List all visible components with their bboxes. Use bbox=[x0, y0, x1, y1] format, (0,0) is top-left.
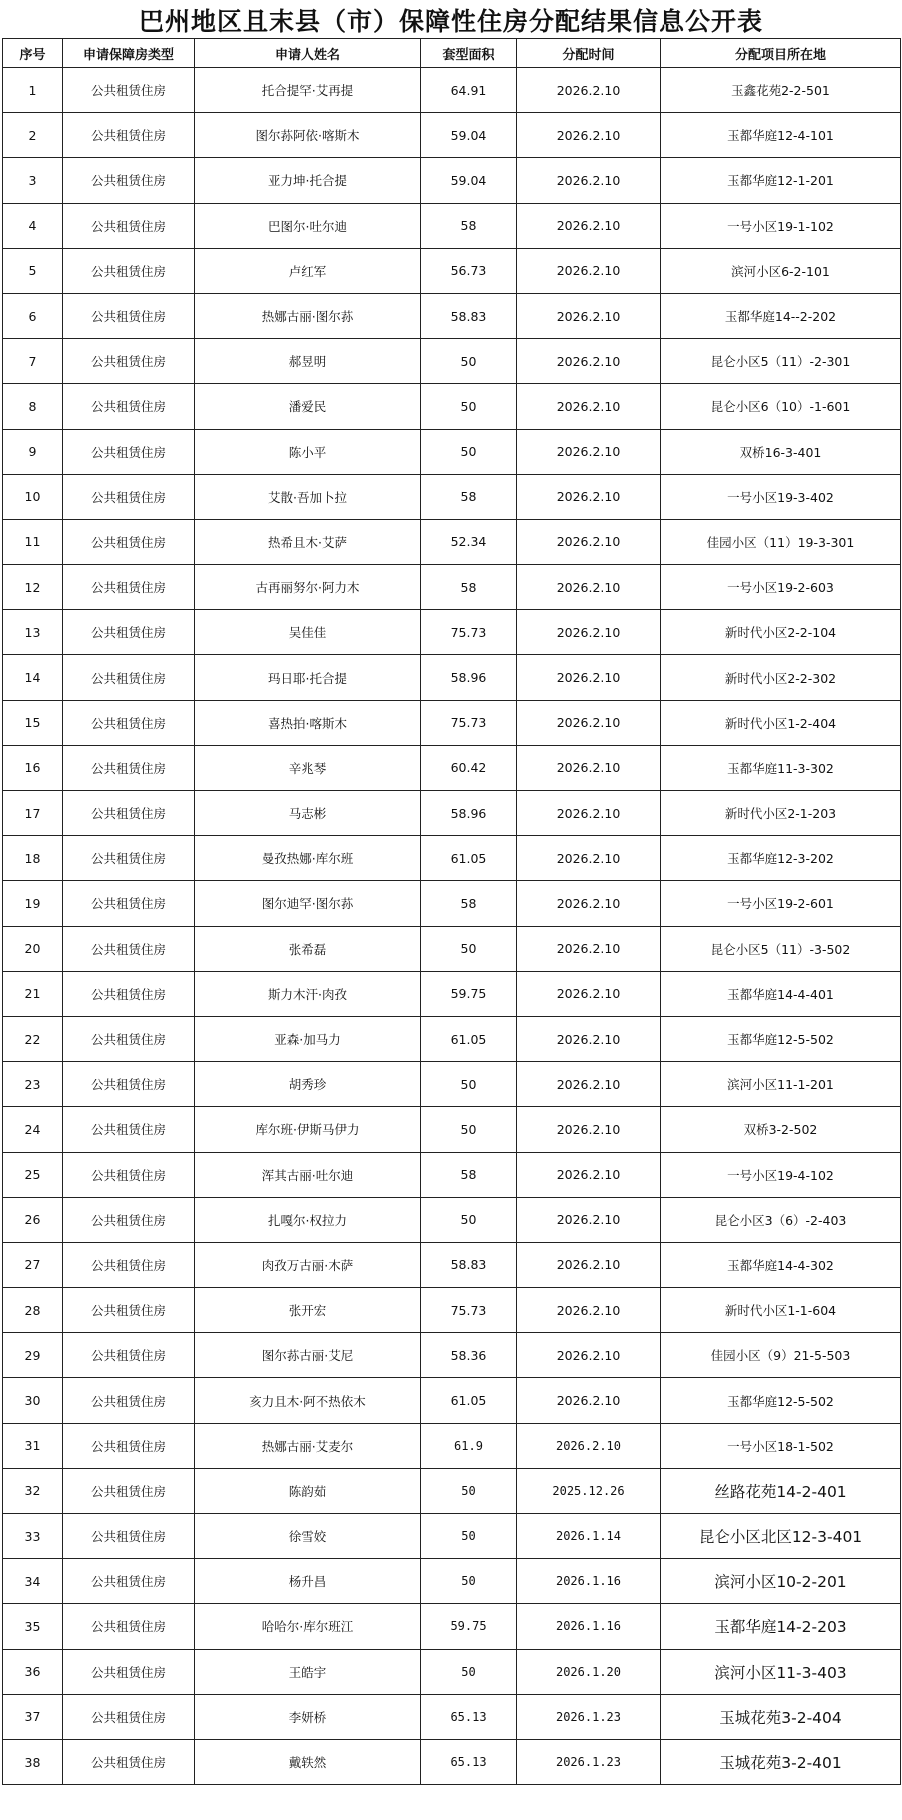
cell-housing-type: 公共租赁住房 bbox=[63, 429, 195, 474]
cell-project-location: 昆仑小区北区12-3-401 bbox=[661, 1514, 901, 1559]
cell-applicant-name: 库尔班·伊斯马伊力 bbox=[195, 1107, 421, 1152]
cell-unit-area: 50 bbox=[421, 1559, 517, 1604]
cell-unit-area: 50 bbox=[421, 1197, 517, 1242]
cell-applicant-name: 巴图尔·吐尔迪 bbox=[195, 203, 421, 248]
table-row bbox=[3, 1739, 901, 1784]
cell-unit-area: 60.42 bbox=[421, 745, 517, 790]
cell-unit-area: 65.13 bbox=[421, 1694, 517, 1739]
cell-project-location: 玉都华庭14-2-203 bbox=[661, 1604, 901, 1649]
cell-housing-type: 公共租赁住房 bbox=[63, 384, 195, 429]
cell-index: 24 bbox=[3, 1107, 63, 1152]
cell-unit-area: 50 bbox=[421, 339, 517, 384]
cell-applicant-name: 辛兆琴 bbox=[195, 745, 421, 790]
cell-index: 37 bbox=[3, 1694, 63, 1739]
cell-unit-area: 61.05 bbox=[421, 1378, 517, 1423]
cell-index: 28 bbox=[3, 1288, 63, 1333]
table-header-row bbox=[3, 39, 901, 68]
cell-index: 19 bbox=[3, 881, 63, 926]
cell-index: 21 bbox=[3, 971, 63, 1016]
table-row bbox=[3, 791, 901, 836]
cell-unit-area: 58 bbox=[421, 474, 517, 519]
cell-project-location: 玉都华庭12-4-101 bbox=[661, 113, 901, 158]
cell-housing-type: 公共租赁住房 bbox=[63, 655, 195, 700]
table-row bbox=[3, 158, 901, 203]
cell-housing-type: 公共租赁住房 bbox=[63, 791, 195, 836]
table-row bbox=[3, 1197, 901, 1242]
cell-allocation-date: 2026.2.10 bbox=[517, 745, 661, 790]
cell-project-location: 一号小区19-1-102 bbox=[661, 203, 901, 248]
cell-unit-area: 58.36 bbox=[421, 1333, 517, 1378]
cell-allocation-date: 2026.1.23 bbox=[517, 1739, 661, 1784]
cell-index: 20 bbox=[3, 926, 63, 971]
cell-allocation-date: 2026.2.10 bbox=[517, 836, 661, 881]
cell-housing-type: 公共租赁住房 bbox=[63, 113, 195, 158]
table-row bbox=[3, 1016, 901, 1061]
cell-housing-type: 公共租赁住房 bbox=[63, 1739, 195, 1784]
cell-allocation-date: 2026.1.23 bbox=[517, 1694, 661, 1739]
table-row bbox=[3, 248, 901, 293]
cell-allocation-date: 2026.2.10 bbox=[517, 158, 661, 203]
table-row bbox=[3, 474, 901, 519]
cell-index: 13 bbox=[3, 610, 63, 655]
cell-index: 15 bbox=[3, 700, 63, 745]
cell-allocation-date: 2026.2.10 bbox=[517, 971, 661, 1016]
cell-applicant-name: 亚森·加马力 bbox=[195, 1016, 421, 1061]
cell-project-location: 玉都华庭11-3-302 bbox=[661, 745, 901, 790]
cell-housing-type: 公共租赁住房 bbox=[63, 610, 195, 655]
cell-applicant-name: 曼孜热娜·库尔班 bbox=[195, 836, 421, 881]
cell-project-location: 双桥3-2-502 bbox=[661, 1107, 901, 1152]
cell-allocation-date: 2026.2.10 bbox=[517, 293, 661, 338]
cell-index: 5 bbox=[3, 248, 63, 293]
table-row bbox=[3, 971, 901, 1016]
cell-allocation-date: 2026.2.10 bbox=[517, 926, 661, 971]
cell-project-location: 一号小区19-2-603 bbox=[661, 565, 901, 610]
cell-allocation-date: 2026.2.10 bbox=[517, 339, 661, 384]
cell-allocation-date: 2026.2.10 bbox=[517, 1333, 661, 1378]
cell-index: 14 bbox=[3, 655, 63, 700]
cell-housing-type: 公共租赁住房 bbox=[63, 1152, 195, 1197]
cell-housing-type: 公共租赁住房 bbox=[63, 1468, 195, 1513]
cell-unit-area: 59.75 bbox=[421, 971, 517, 1016]
cell-unit-area: 52.34 bbox=[421, 519, 517, 564]
cell-housing-type: 公共租赁住房 bbox=[63, 1604, 195, 1649]
cell-housing-type: 公共租赁住房 bbox=[63, 1649, 195, 1694]
cell-allocation-date: 2026.2.10 bbox=[517, 881, 661, 926]
cell-applicant-name: 亚力坤·托合提 bbox=[195, 158, 421, 203]
cell-unit-area: 58 bbox=[421, 881, 517, 926]
table-row bbox=[3, 1333, 901, 1378]
table-row bbox=[3, 1378, 901, 1423]
table-row bbox=[3, 610, 901, 655]
cell-project-location: 玉都华庭12-5-502 bbox=[661, 1378, 901, 1423]
table-row bbox=[3, 1694, 901, 1739]
cell-project-location: 昆仑小区6（10）-1-601 bbox=[661, 384, 901, 429]
cell-project-location: 新时代小区1-2-404 bbox=[661, 700, 901, 745]
cell-unit-area: 50 bbox=[421, 384, 517, 429]
table-row bbox=[3, 700, 901, 745]
cell-allocation-date: 2026.2.10 bbox=[517, 1016, 661, 1061]
table-row bbox=[3, 384, 901, 429]
table-row bbox=[3, 745, 901, 790]
cell-index: 12 bbox=[3, 565, 63, 610]
cell-unit-area: 61.05 bbox=[421, 836, 517, 881]
cell-unit-area: 75.73 bbox=[421, 1288, 517, 1333]
header-applicant-name: 申请人姓名 bbox=[195, 39, 421, 68]
cell-unit-area: 58 bbox=[421, 1152, 517, 1197]
cell-index: 10 bbox=[3, 474, 63, 519]
cell-applicant-name: 张开宏 bbox=[195, 1288, 421, 1333]
cell-allocation-date: 2026.2.10 bbox=[517, 1242, 661, 1287]
table-row bbox=[3, 339, 901, 384]
cell-project-location: 丝路花苑14-2-401 bbox=[661, 1468, 901, 1513]
table-row bbox=[3, 836, 901, 881]
cell-index: 30 bbox=[3, 1378, 63, 1423]
table-row bbox=[3, 1604, 901, 1649]
cell-housing-type: 公共租赁住房 bbox=[63, 158, 195, 203]
cell-index: 31 bbox=[3, 1423, 63, 1468]
cell-unit-area: 50 bbox=[421, 429, 517, 474]
cell-applicant-name: 图尔荪阿依·喀斯木 bbox=[195, 113, 421, 158]
cell-index: 7 bbox=[3, 339, 63, 384]
cell-index: 3 bbox=[3, 158, 63, 203]
cell-project-location: 佳园小区（9）21-5-503 bbox=[661, 1333, 901, 1378]
cell-applicant-name: 玛日耶·托合提 bbox=[195, 655, 421, 700]
cell-unit-area: 58.96 bbox=[421, 655, 517, 700]
cell-index: 11 bbox=[3, 519, 63, 564]
cell-index: 17 bbox=[3, 791, 63, 836]
cell-applicant-name: 哈哈尔·库尔班江 bbox=[195, 1604, 421, 1649]
cell-allocation-date: 2026.2.10 bbox=[517, 1378, 661, 1423]
cell-allocation-date: 2026.2.10 bbox=[517, 1107, 661, 1152]
cell-unit-area: 50 bbox=[421, 1468, 517, 1513]
cell-applicant-name: 图尔荪古丽·艾尼 bbox=[195, 1333, 421, 1378]
cell-applicant-name: 斯力木汗·肉孜 bbox=[195, 971, 421, 1016]
table-row bbox=[3, 565, 901, 610]
cell-housing-type: 公共租赁住房 bbox=[63, 926, 195, 971]
cell-applicant-name: 热娜古丽·图尔荪 bbox=[195, 293, 421, 338]
cell-housing-type: 公共租赁住房 bbox=[63, 1197, 195, 1242]
cell-allocation-date: 2026.2.10 bbox=[517, 68, 661, 113]
cell-allocation-date: 2026.1.20 bbox=[517, 1649, 661, 1694]
cell-allocation-date: 2026.2.10 bbox=[517, 610, 661, 655]
cell-unit-area: 61.05 bbox=[421, 1016, 517, 1061]
cell-project-location: 玉都华庭14--2-202 bbox=[661, 293, 901, 338]
cell-index: 2 bbox=[3, 113, 63, 158]
cell-housing-type: 公共租赁住房 bbox=[63, 745, 195, 790]
cell-unit-area: 58.96 bbox=[421, 791, 517, 836]
cell-index: 32 bbox=[3, 1468, 63, 1513]
cell-housing-type: 公共租赁住房 bbox=[63, 339, 195, 384]
cell-applicant-name: 张希磊 bbox=[195, 926, 421, 971]
table-row bbox=[3, 1649, 901, 1694]
cell-project-location: 玉都华庭12-1-201 bbox=[661, 158, 901, 203]
cell-unit-area: 75.73 bbox=[421, 610, 517, 655]
cell-unit-area: 59.04 bbox=[421, 113, 517, 158]
cell-allocation-date: 2026.2.10 bbox=[517, 384, 661, 429]
cell-unit-area: 50 bbox=[421, 1649, 517, 1694]
cell-housing-type: 公共租赁住房 bbox=[63, 1242, 195, 1287]
table-row bbox=[3, 1423, 901, 1468]
cell-allocation-date: 2026.1.14 bbox=[517, 1514, 661, 1559]
cell-housing-type: 公共租赁住房 bbox=[63, 1288, 195, 1333]
cell-project-location: 双桥16-3-401 bbox=[661, 429, 901, 474]
cell-project-location: 佳园小区（11）19-3-301 bbox=[661, 519, 901, 564]
cell-applicant-name: 卢红军 bbox=[195, 248, 421, 293]
cell-housing-type: 公共租赁住房 bbox=[63, 1694, 195, 1739]
table-row bbox=[3, 1062, 901, 1107]
cell-unit-area: 50 bbox=[421, 1514, 517, 1559]
cell-project-location: 滨河小区10-2-201 bbox=[661, 1559, 901, 1604]
table-row bbox=[3, 1152, 901, 1197]
cell-project-location: 一号小区19-2-601 bbox=[661, 881, 901, 926]
cell-index: 35 bbox=[3, 1604, 63, 1649]
cell-index: 18 bbox=[3, 836, 63, 881]
cell-housing-type: 公共租赁住房 bbox=[63, 1016, 195, 1061]
cell-project-location: 昆仑小区5（11）-2-301 bbox=[661, 339, 901, 384]
cell-project-location: 玉都华庭14-4-401 bbox=[661, 971, 901, 1016]
cell-applicant-name: 艾散·吾加卜拉 bbox=[195, 474, 421, 519]
cell-index: 34 bbox=[3, 1559, 63, 1604]
cell-project-location: 新时代小区2-2-302 bbox=[661, 655, 901, 700]
cell-index: 25 bbox=[3, 1152, 63, 1197]
cell-applicant-name: 马志彬 bbox=[195, 791, 421, 836]
cell-index: 1 bbox=[3, 68, 63, 113]
cell-applicant-name: 浑其古丽·吐尔迪 bbox=[195, 1152, 421, 1197]
cell-allocation-date: 2026.2.10 bbox=[517, 203, 661, 248]
cell-housing-type: 公共租赁住房 bbox=[63, 248, 195, 293]
table-row bbox=[3, 1514, 901, 1559]
cell-index: 8 bbox=[3, 384, 63, 429]
header-index: 序号 bbox=[3, 39, 63, 68]
cell-project-location: 新时代小区1-1-604 bbox=[661, 1288, 901, 1333]
cell-project-location: 一号小区18-1-502 bbox=[661, 1423, 901, 1468]
cell-housing-type: 公共租赁住房 bbox=[63, 1062, 195, 1107]
cell-project-location: 滨河小区11-1-201 bbox=[661, 1062, 901, 1107]
cell-unit-area: 50 bbox=[421, 1107, 517, 1152]
cell-allocation-date: 2026.2.10 bbox=[517, 474, 661, 519]
cell-index: 6 bbox=[3, 293, 63, 338]
cell-applicant-name: 潘爱民 bbox=[195, 384, 421, 429]
cell-housing-type: 公共租赁住房 bbox=[63, 836, 195, 881]
cell-project-location: 玉都华庭12-3-202 bbox=[661, 836, 901, 881]
cell-applicant-name: 陈韵茹 bbox=[195, 1468, 421, 1513]
table-row bbox=[3, 203, 901, 248]
cell-applicant-name: 扎嘎尔·权拉力 bbox=[195, 1197, 421, 1242]
cell-applicant-name: 托合提罕·艾再提 bbox=[195, 68, 421, 113]
cell-project-location: 滨河小区11-3-403 bbox=[661, 1649, 901, 1694]
cell-allocation-date: 2026.2.10 bbox=[517, 791, 661, 836]
cell-project-location: 新时代小区2-2-104 bbox=[661, 610, 901, 655]
cell-index: 16 bbox=[3, 745, 63, 790]
cell-index: 22 bbox=[3, 1016, 63, 1061]
cell-housing-type: 公共租赁住房 bbox=[63, 1378, 195, 1423]
cell-project-location: 一号小区19-3-402 bbox=[661, 474, 901, 519]
cell-applicant-name: 胡秀珍 bbox=[195, 1062, 421, 1107]
cell-applicant-name: 肉孜万古丽·木萨 bbox=[195, 1242, 421, 1287]
cell-applicant-name: 徐雪姣 bbox=[195, 1514, 421, 1559]
cell-allocation-date: 2026.1.16 bbox=[517, 1604, 661, 1649]
cell-housing-type: 公共租赁住房 bbox=[63, 700, 195, 745]
cell-unit-area: 58 bbox=[421, 565, 517, 610]
cell-index: 23 bbox=[3, 1062, 63, 1107]
cell-allocation-date: 2026.1.16 bbox=[517, 1559, 661, 1604]
cell-housing-type: 公共租赁住房 bbox=[63, 68, 195, 113]
cell-index: 26 bbox=[3, 1197, 63, 1242]
cell-index: 36 bbox=[3, 1649, 63, 1694]
cell-unit-area: 58.83 bbox=[421, 1242, 517, 1287]
cell-allocation-date: 2026.2.10 bbox=[517, 1288, 661, 1333]
cell-project-location: 玉都华庭14-4-302 bbox=[661, 1242, 901, 1287]
cell-allocation-date: 2026.2.10 bbox=[517, 1152, 661, 1197]
table-row bbox=[3, 113, 901, 158]
cell-unit-area: 50 bbox=[421, 1062, 517, 1107]
cell-applicant-name: 郝昱明 bbox=[195, 339, 421, 384]
table-row bbox=[3, 68, 901, 113]
table-row bbox=[3, 655, 901, 700]
table-row bbox=[3, 1559, 901, 1604]
cell-unit-area: 59.04 bbox=[421, 158, 517, 203]
cell-unit-area: 58 bbox=[421, 203, 517, 248]
cell-applicant-name: 古再丽努尔·阿力木 bbox=[195, 565, 421, 610]
cell-allocation-date: 2025.12.26 bbox=[517, 1468, 661, 1513]
cell-project-location: 玉城花苑3-2-404 bbox=[661, 1694, 901, 1739]
allocation-table bbox=[2, 38, 901, 1785]
cell-applicant-name: 喜热拍·喀斯木 bbox=[195, 700, 421, 745]
table-row bbox=[3, 881, 901, 926]
cell-allocation-date: 2026.2.10 bbox=[517, 565, 661, 610]
cell-project-location: 滨河小区6-2-101 bbox=[661, 248, 901, 293]
cell-housing-type: 公共租赁住房 bbox=[63, 971, 195, 1016]
cell-allocation-date: 2026.2.10 bbox=[517, 429, 661, 474]
cell-allocation-date: 2026.2.10 bbox=[517, 248, 661, 293]
cell-allocation-date: 2026.2.10 bbox=[517, 655, 661, 700]
cell-applicant-name: 热娜古丽·艾麦尔 bbox=[195, 1423, 421, 1468]
cell-applicant-name: 吴佳佳 bbox=[195, 610, 421, 655]
cell-allocation-date: 2026.2.10 bbox=[517, 1423, 661, 1468]
cell-applicant-name: 杨升昌 bbox=[195, 1559, 421, 1604]
cell-project-location: 玉城花苑3-2-401 bbox=[661, 1739, 901, 1784]
cell-project-location: 新时代小区2-1-203 bbox=[661, 791, 901, 836]
cell-index: 29 bbox=[3, 1333, 63, 1378]
cell-unit-area: 61.9 bbox=[421, 1423, 517, 1468]
cell-housing-type: 公共租赁住房 bbox=[63, 1559, 195, 1604]
cell-unit-area: 65.13 bbox=[421, 1739, 517, 1784]
cell-unit-area: 64.91 bbox=[421, 68, 517, 113]
cell-allocation-date: 2026.2.10 bbox=[517, 519, 661, 564]
cell-project-location: 昆仑小区5（11）-3-502 bbox=[661, 926, 901, 971]
cell-housing-type: 公共租赁住房 bbox=[63, 203, 195, 248]
header-housing-type: 申请保障房类型 bbox=[63, 39, 195, 68]
cell-housing-type: 公共租赁住房 bbox=[63, 293, 195, 338]
cell-project-location: 昆仑小区3（6）-2-403 bbox=[661, 1197, 901, 1242]
page-title: 巴州地区且末县（市）保障性住房分配结果信息公开表 bbox=[138, 7, 763, 36]
cell-index: 27 bbox=[3, 1242, 63, 1287]
cell-project-location: 玉都华庭12-5-502 bbox=[661, 1016, 901, 1061]
table-row bbox=[3, 429, 901, 474]
cell-index: 33 bbox=[3, 1514, 63, 1559]
cell-project-location: 一号小区19-4-102 bbox=[661, 1152, 901, 1197]
cell-unit-area: 50 bbox=[421, 926, 517, 971]
table-row bbox=[3, 519, 901, 564]
cell-index: 4 bbox=[3, 203, 63, 248]
header-unit-area: 套型面积 bbox=[421, 39, 517, 68]
cell-applicant-name: 陈小平 bbox=[195, 429, 421, 474]
cell-index: 38 bbox=[3, 1739, 63, 1784]
cell-unit-area: 75.73 bbox=[421, 700, 517, 745]
cell-unit-area: 58.83 bbox=[421, 293, 517, 338]
cell-allocation-date: 2026.2.10 bbox=[517, 1197, 661, 1242]
table-row bbox=[3, 926, 901, 971]
cell-housing-type: 公共租赁住房 bbox=[63, 1514, 195, 1559]
table-row bbox=[3, 1107, 901, 1152]
cell-applicant-name: 亥力且木·阿不热依木 bbox=[195, 1378, 421, 1423]
cell-housing-type: 公共租赁住房 bbox=[63, 881, 195, 926]
cell-applicant-name: 热希且木·艾萨 bbox=[195, 519, 421, 564]
header-allocation-date: 分配时间 bbox=[517, 39, 661, 68]
cell-housing-type: 公共租赁住房 bbox=[63, 1107, 195, 1152]
cell-unit-area: 59.75 bbox=[421, 1604, 517, 1649]
cell-index: 9 bbox=[3, 429, 63, 474]
cell-applicant-name: 李妍桥 bbox=[195, 1694, 421, 1739]
cell-unit-area: 56.73 bbox=[421, 248, 517, 293]
cell-project-location: 玉鑫花苑2-2-501 bbox=[661, 68, 901, 113]
cell-housing-type: 公共租赁住房 bbox=[63, 474, 195, 519]
cell-housing-type: 公共租赁住房 bbox=[63, 519, 195, 564]
cell-applicant-name: 王皓宇 bbox=[195, 1649, 421, 1694]
cell-applicant-name: 戴轶然 bbox=[195, 1739, 421, 1784]
cell-allocation-date: 2026.2.10 bbox=[517, 700, 661, 745]
cell-allocation-date: 2026.2.10 bbox=[517, 1062, 661, 1107]
table-row bbox=[3, 1288, 901, 1333]
cell-applicant-name: 图尔迪罕·图尔荪 bbox=[195, 881, 421, 926]
table-row bbox=[3, 1242, 901, 1287]
cell-allocation-date: 2026.2.10 bbox=[517, 113, 661, 158]
cell-housing-type: 公共租赁住房 bbox=[63, 1333, 195, 1378]
cell-housing-type: 公共租赁住房 bbox=[63, 1423, 195, 1468]
header-project-location: 分配项目所在地 bbox=[661, 39, 901, 68]
cell-housing-type: 公共租赁住房 bbox=[63, 565, 195, 610]
table-body bbox=[3, 68, 901, 1785]
table-row bbox=[3, 293, 901, 338]
table-row bbox=[3, 1468, 901, 1513]
